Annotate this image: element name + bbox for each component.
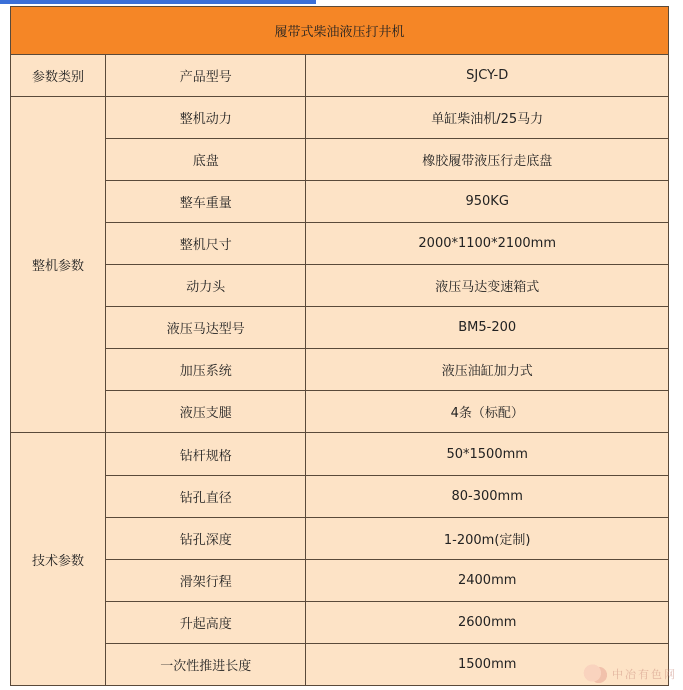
table-row xyxy=(11,265,669,307)
table-row xyxy=(11,223,669,265)
param-name: 液压马达型号 xyxy=(106,307,306,349)
param-name: 加压系统 xyxy=(106,349,306,391)
table-row xyxy=(11,475,669,517)
table-row xyxy=(11,181,669,223)
param-value: 单缸柴油机/25马力 xyxy=(306,97,669,139)
group-label: 技术参数 xyxy=(11,433,106,686)
param-name: 钻孔深度 xyxy=(106,517,306,559)
category-header: 参数类别 xyxy=(11,55,106,97)
param-name: 动力头 xyxy=(106,265,306,307)
table-row xyxy=(11,139,669,181)
param-name: 液压支腿 xyxy=(106,391,306,433)
param-value: 4条（标配） xyxy=(306,391,669,433)
table-row xyxy=(11,559,669,601)
param-name: 一次性推进长度 xyxy=(106,643,306,685)
table-row xyxy=(11,517,669,559)
spec-table xyxy=(10,6,669,686)
param-value: 2000*1100*2100mm xyxy=(306,223,669,265)
param-value: 50*1500mm xyxy=(306,433,669,475)
table-row xyxy=(11,601,669,643)
model-value: SJCY-D xyxy=(306,55,669,97)
param-name: 升起高度 xyxy=(106,601,306,643)
group-label: 整机参数 xyxy=(11,97,106,433)
watermark-text: 中冶有色网 xyxy=(612,668,677,681)
param-value: 950KG xyxy=(306,181,669,223)
param-name: 滑架行程 xyxy=(106,559,306,601)
table-row xyxy=(11,97,669,139)
table-row xyxy=(11,391,669,433)
model-label: 产品型号 xyxy=(106,55,306,97)
table-row xyxy=(11,643,669,685)
top-accent-bar xyxy=(0,0,316,4)
param-value: BM5-200 xyxy=(306,307,669,349)
param-name: 钻孔直径 xyxy=(106,475,306,517)
param-name: 整车重量 xyxy=(106,181,306,223)
param-value: 1-200m(定制) xyxy=(306,517,669,559)
param-value: 80-300mm xyxy=(306,475,669,517)
param-value: 橡胶履带液压行走底盘 xyxy=(306,139,669,181)
param-value: 液压马达变速箱式 xyxy=(306,265,669,307)
table-row xyxy=(11,349,669,391)
param-name: 底盘 xyxy=(106,139,306,181)
param-value: 1500mm xyxy=(306,643,669,685)
param-value: 液压油缸加力式 xyxy=(306,349,669,391)
param-value: 2600mm xyxy=(306,601,669,643)
param-name: 整机尺寸 xyxy=(106,223,306,265)
param-name: 整机动力 xyxy=(106,97,306,139)
table-row xyxy=(11,307,669,349)
header-row xyxy=(11,55,669,97)
table-row xyxy=(11,433,669,475)
title-row xyxy=(11,7,669,55)
table-title: 履带式柴油液压打井机 xyxy=(11,7,669,55)
param-name: 钻杆规格 xyxy=(106,433,306,475)
param-value: 2400mm xyxy=(306,559,669,601)
watermark-logo-icon xyxy=(582,664,608,684)
watermark xyxy=(582,664,677,684)
